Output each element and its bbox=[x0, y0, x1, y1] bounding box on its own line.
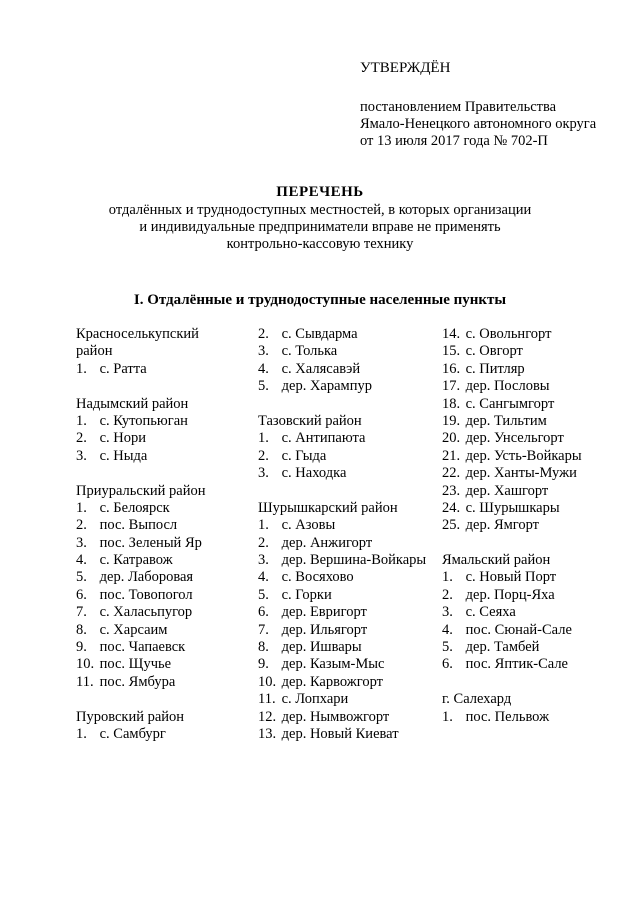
settlement-item bbox=[442, 448, 612, 465]
settlements-column-1 bbox=[76, 326, 246, 743]
settlement-number: 6. bbox=[76, 586, 87, 603]
settlement-name: с. Антипаюта bbox=[281, 430, 366, 447]
settlement-name: дер. Карвожгорт bbox=[281, 673, 383, 690]
settlement-name: дер. Ханты-Мужи bbox=[465, 465, 577, 482]
district-heading: Пуровский район bbox=[76, 708, 185, 725]
settlement-number: 18. bbox=[442, 395, 461, 412]
settlement-name: дер. Вершина-Войкары bbox=[281, 552, 427, 569]
settlement-number: 2. bbox=[76, 517, 87, 534]
document-title: ПЕРЕЧЕНЬ bbox=[276, 184, 364, 200]
settlement-item bbox=[442, 413, 612, 430]
settlement-number: 3. bbox=[442, 604, 453, 621]
settlement-number: 3. bbox=[258, 465, 269, 482]
settlement-number: 2. bbox=[442, 586, 453, 603]
settlement-number: 10. bbox=[258, 673, 277, 690]
settlement-number: 1. bbox=[442, 708, 453, 725]
settlement-name: с. Лопхари bbox=[281, 691, 349, 708]
settlement-item bbox=[258, 326, 438, 343]
settlement-name: с. Шурышкары bbox=[465, 499, 560, 516]
settlement-name: с. Нори bbox=[99, 430, 147, 447]
settlement-number: 1. bbox=[76, 499, 87, 516]
settlement-item bbox=[442, 378, 612, 395]
settlement-name: дер. Ямгорт bbox=[465, 517, 540, 534]
settlement-name: пос. Зеленый Яр bbox=[99, 534, 202, 551]
settlement-number: 4. bbox=[442, 621, 453, 638]
settlement-item bbox=[76, 674, 246, 691]
settlement-number: 3. bbox=[76, 534, 87, 551]
settlement-name: дер. Тильтим bbox=[465, 412, 547, 429]
district-heading: Красноселькупский bbox=[76, 326, 199, 342]
settlement-name: дер. Тамбей bbox=[465, 639, 540, 656]
settlements-column-3 bbox=[442, 326, 612, 726]
settlement-item bbox=[442, 604, 612, 621]
settlement-item bbox=[258, 709, 438, 726]
settlement-name: дер. Пословы bbox=[465, 378, 550, 395]
settlement-number: 11. bbox=[76, 673, 94, 690]
settlement-item bbox=[442, 361, 612, 378]
district-heading: Тазовский район bbox=[258, 412, 362, 429]
settlement-name: дер. Ишвары bbox=[281, 639, 362, 656]
settlement-number: 1. bbox=[76, 725, 87, 742]
settlement-name: дер. Ильягорт bbox=[281, 621, 368, 638]
settlement-item bbox=[258, 587, 438, 604]
district-heading: Приуральский район bbox=[76, 482, 206, 499]
settlement-number: 14. bbox=[442, 326, 461, 342]
settlement-item bbox=[442, 517, 612, 534]
settlement-item bbox=[258, 430, 438, 447]
settlement-item bbox=[442, 326, 612, 343]
settlement-name: дер. Хашгорт bbox=[465, 482, 549, 499]
settlement-name: пос. Щучье bbox=[99, 656, 172, 673]
approval-line: от 13 июля 2017 года № 702-П bbox=[360, 133, 548, 149]
settlement-name: пос. Пельвож bbox=[465, 708, 550, 725]
settlement-item bbox=[258, 552, 438, 569]
settlement-number: 1. bbox=[442, 569, 453, 586]
settlement-item bbox=[76, 726, 246, 743]
settlement-name: дер. Унсельгорт bbox=[465, 430, 564, 447]
settlement-item bbox=[258, 674, 438, 691]
settlement-number: 3. bbox=[76, 447, 87, 464]
settlement-item bbox=[258, 569, 438, 586]
settlement-number: 9. bbox=[76, 639, 87, 656]
settlement-name: пос. Выпосл bbox=[99, 517, 178, 534]
settlement-item bbox=[258, 535, 438, 552]
settlement-number: 7. bbox=[258, 621, 269, 638]
settlement-name: дер. Лаборовая bbox=[99, 569, 194, 586]
settlement-name: дер. Евригорт bbox=[281, 604, 367, 621]
settlement-name: дер. Харампур bbox=[281, 378, 372, 395]
settlement-number: 12. bbox=[258, 708, 277, 725]
settlement-name: с. Кутопьюган bbox=[99, 412, 188, 429]
settlement-name: с. Самбург bbox=[99, 725, 166, 742]
settlement-name: с. Ратта bbox=[99, 360, 147, 377]
settlement-name: дер. Нымвожгорт bbox=[281, 708, 390, 725]
list-spacer bbox=[442, 674, 612, 691]
settlement-item bbox=[258, 691, 438, 708]
settlement-name: с. Халасьпугор bbox=[99, 604, 193, 621]
district-heading: Надымский район bbox=[76, 395, 189, 412]
settlement-item bbox=[76, 587, 246, 604]
settlement-item bbox=[258, 465, 438, 482]
settlement-item bbox=[258, 604, 438, 621]
settlement-number: 25. bbox=[442, 517, 461, 534]
settlement-name: с. Сеяха bbox=[465, 604, 516, 621]
settlement-item bbox=[76, 639, 246, 656]
approval-line: постановлением Правительства bbox=[360, 99, 557, 115]
settlement-item bbox=[76, 569, 246, 586]
list-spacer bbox=[258, 483, 438, 500]
settlement-item bbox=[76, 656, 246, 673]
settlement-item bbox=[76, 517, 246, 534]
settlements-column-2 bbox=[258, 326, 438, 743]
document-subtitle-line: и индивидуальные предприниматели вправе не применять bbox=[139, 219, 501, 235]
settlement-item bbox=[258, 726, 438, 743]
settlement-item bbox=[76, 622, 246, 639]
approval-line: Ямало-Ненецкого автономного округа bbox=[360, 116, 597, 132]
settlement-item bbox=[258, 622, 438, 639]
settlement-item bbox=[76, 604, 246, 621]
settlement-name: с. Белоярск bbox=[99, 499, 170, 516]
settlement-name: дер. Анжигорт bbox=[281, 534, 373, 551]
settlement-number: 15. bbox=[442, 343, 461, 360]
settlement-item bbox=[258, 656, 438, 673]
settlement-number: 8. bbox=[258, 639, 269, 656]
settlement-item bbox=[76, 500, 246, 517]
settlement-number: 13. bbox=[258, 725, 277, 742]
settlement-name: с. Питляр bbox=[465, 360, 525, 377]
settlement-number: 16. bbox=[442, 360, 461, 377]
settlement-number: 7. bbox=[76, 604, 87, 621]
settlement-item bbox=[442, 343, 612, 360]
list-spacer bbox=[76, 465, 246, 482]
approval-details bbox=[360, 99, 596, 150]
settlement-number: 2. bbox=[76, 430, 87, 447]
settlement-number: 6. bbox=[258, 604, 269, 621]
settlement-number: 6. bbox=[442, 656, 453, 673]
settlement-name: с. Халясавэй bbox=[281, 360, 361, 377]
settlement-number: 1. bbox=[76, 360, 87, 377]
document-heading bbox=[0, 184, 640, 253]
settlement-name: с. Азовы bbox=[281, 517, 336, 534]
settlement-number: 3. bbox=[258, 343, 269, 360]
settlement-number: 19. bbox=[442, 412, 461, 429]
settlement-name: с. Ныда bbox=[99, 447, 148, 464]
settlement-number: 2. bbox=[258, 447, 269, 464]
list-spacer bbox=[258, 396, 438, 413]
settlement-name: с. Харсаим bbox=[99, 621, 168, 638]
settlement-name: дер. Новый Киеват bbox=[281, 725, 399, 742]
settlement-name: дер. Казым-Мыс bbox=[281, 656, 385, 673]
settlement-name: пос. Ямбура bbox=[99, 673, 176, 690]
settlement-number: 23. bbox=[442, 482, 461, 499]
settlement-item bbox=[442, 639, 612, 656]
settlement-name: с. Находка bbox=[281, 465, 347, 482]
settlement-number: 5. bbox=[76, 569, 87, 586]
settlement-name: пос. Товопогол bbox=[99, 586, 193, 603]
settlement-name: дер. Порц-Яха bbox=[465, 586, 555, 603]
settlement-name: с. Катравож bbox=[99, 552, 173, 569]
settlement-number: 24. bbox=[442, 499, 461, 516]
settlement-number: 3. bbox=[258, 552, 269, 569]
settlement-item bbox=[442, 587, 612, 604]
settlement-number: 20. bbox=[442, 430, 461, 447]
settlement-name: с. Сангымгорт bbox=[465, 395, 555, 412]
settlement-item bbox=[442, 500, 612, 517]
settlement-item bbox=[76, 448, 246, 465]
settlement-item bbox=[76, 361, 246, 378]
settlement-number: 4. bbox=[258, 569, 269, 586]
approval-stamp-title: УТВЕРЖДЁН bbox=[360, 60, 451, 76]
settlement-number: 8. bbox=[76, 621, 87, 638]
list-spacer bbox=[76, 691, 246, 708]
settlement-name: пос. Яптик-Сале bbox=[465, 656, 568, 673]
district-heading: Шурышкарский район bbox=[258, 499, 398, 516]
settlement-name: с. Новый Порт bbox=[465, 569, 557, 586]
settlement-number: 2. bbox=[258, 326, 269, 342]
list-spacer bbox=[76, 378, 246, 395]
settlement-name: с. Овольнгорт bbox=[465, 326, 552, 342]
settlement-item bbox=[258, 517, 438, 534]
settlement-number: 1. bbox=[76, 412, 87, 429]
settlement-number: 5. bbox=[258, 378, 269, 395]
settlement-item bbox=[258, 378, 438, 395]
list-spacer bbox=[442, 535, 612, 552]
settlement-number: 11. bbox=[258, 691, 276, 708]
settlement-item bbox=[76, 535, 246, 552]
settlement-number: 22. bbox=[442, 465, 461, 482]
settlement-name: с. Сывдарма bbox=[281, 326, 358, 342]
settlement-number: 4. bbox=[76, 552, 87, 569]
settlement-item bbox=[258, 361, 438, 378]
settlement-item bbox=[442, 430, 612, 447]
settlement-number: 5. bbox=[442, 639, 453, 656]
approval-block bbox=[360, 60, 596, 150]
settlement-name: пос. Сюнай-Сале bbox=[465, 621, 572, 638]
settlement-item bbox=[76, 413, 246, 430]
settlement-name: с. Гыда bbox=[281, 447, 327, 464]
settlement-item bbox=[258, 343, 438, 360]
settlement-item bbox=[442, 483, 612, 500]
section-title: I. Отдалённые и труднодоступные населенные пункты bbox=[133, 292, 507, 308]
document-subtitle-line: отдалённых и труднодоступных местностей, в которых организации bbox=[108, 202, 532, 218]
settlement-name: с. Горки bbox=[281, 586, 332, 603]
settlement-number: 9. bbox=[258, 656, 269, 673]
settlement-number: 1. bbox=[258, 430, 269, 447]
settlement-item bbox=[76, 552, 246, 569]
settlement-name: с. Восяхово bbox=[281, 569, 354, 586]
settlement-item bbox=[442, 622, 612, 639]
document-subtitle-line: контрольно-кассовую технику bbox=[226, 236, 414, 252]
settlement-number: 21. bbox=[442, 447, 461, 464]
settlement-name: с. Овгорт bbox=[465, 343, 523, 360]
settlement-number: 2. bbox=[258, 534, 269, 551]
settlement-item bbox=[258, 639, 438, 656]
settlement-item bbox=[442, 569, 612, 586]
settlement-number: 10. bbox=[76, 656, 95, 673]
district-heading: г. Салехард bbox=[442, 691, 512, 708]
settlement-number: 5. bbox=[258, 586, 269, 603]
district-heading: район bbox=[76, 343, 113, 360]
settlement-name: дер. Усть-Войкары bbox=[465, 447, 582, 464]
settlement-name: с. Толька bbox=[281, 343, 338, 360]
settlement-number: 4. bbox=[258, 360, 269, 377]
settlement-name: пос. Чапаевск bbox=[99, 639, 186, 656]
settlement-item bbox=[442, 709, 612, 726]
settlement-item bbox=[258, 448, 438, 465]
settlement-item bbox=[442, 656, 612, 673]
settlement-item bbox=[442, 465, 612, 482]
settlement-item bbox=[442, 396, 612, 413]
settlement-item bbox=[76, 430, 246, 447]
settlement-number: 17. bbox=[442, 378, 461, 395]
district-heading: Ямальский район bbox=[442, 552, 551, 569]
settlement-number: 1. bbox=[258, 517, 269, 534]
